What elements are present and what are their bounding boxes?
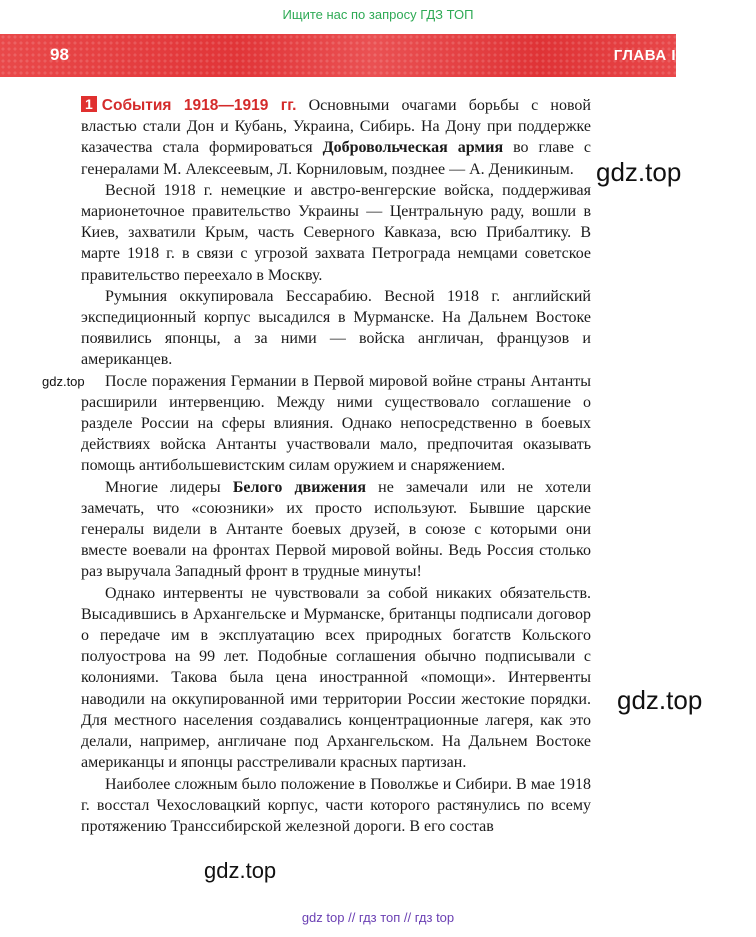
header-band bbox=[0, 34, 676, 77]
watermark: gdz.top bbox=[596, 157, 682, 187]
paragraph-1-text-b: во главе с генералами М. Алексеевым, Л. Корниловым, позднее — А. Деникиным. bbox=[81, 139, 591, 178]
section-number-badge: 1 bbox=[81, 96, 97, 112]
paragraph-5-text-b: не замечали или не хотели замечать, что «союзники» их просто используют. Бывшие царские генералы видели в Антанте боевых друзей, в союзе с которыми они вместе воевали на фронтах Первой мировой войны. Ведь Россия столько раз выручала Западный фронт в трудные минуты! bbox=[81, 478, 592, 581]
term-white-movement: Белого движения bbox=[232, 478, 367, 496]
watermark: gdz.top bbox=[204, 858, 277, 883]
paragraph-2: Весной 1918 г. немецкие и австро-венгерские войска, поддерживая марионеточное правительство Украины — Центральную раду, вошли в Киев, захватили Крым, часть Северного Кавказа, всю Прибалтику. В марте 1918 г. в связи с угрозой захвата Петрограда немцами советское правительство переехало в Москву. bbox=[81, 181, 591, 284]
term-volunteer-army: Добровольческая армия bbox=[322, 139, 504, 157]
paragraph-4: После поражения Германии в Первой мировой войне страны Антанты расширили интервенцию. Между ними существовало соглашение о разделе России на сферы влияния. Однако непосредственно в боевых действиях войска Антанты участвовали мало, предпочитая оказывать помощь антибольшевистским силам оружием и снаряжением. bbox=[81, 372, 591, 475]
paragraph-6: Однако интервенты не чувствовали за собой никаких обязательств. Высадившись в Архангельске и Мурманске, британцы подписали договор о передаче им в эксплуатацию всех природных богатств Кольского полуострова на 99 лет. Подобные соглашения обычно подписывали с колониями. Такова была цена иностранной «помощи». Интервенты наводили на оккупированной ими территории России жестокие порядки. Для местного населения создавались концентрационные лагеря, как это делали, например, англичане под Архангельском. На Дальнем Востоке американцы и японцы расстреливали красных партизан. bbox=[81, 584, 591, 772]
footer-links[interactable]: gdz top // гдз топ // гдз top bbox=[301, 910, 455, 925]
chapter-label: ГЛАВА I bbox=[613, 47, 676, 64]
paragraph-7: Наиболее сложным было положение в Поволжье и Сибири. В мае 1918 г. восстал Чехословацкий корпус, части которого растянулись по всему протяжению Транссибирской железной дороги. В его состав bbox=[81, 775, 591, 835]
top-link[interactable]: Ищите нас по запросу ГДЗ ТОП bbox=[282, 7, 474, 22]
watermark: gdz.top bbox=[42, 374, 85, 389]
paragraph-5-text-a: Многие лидеры bbox=[105, 478, 233, 496]
section-title: События 1918—1919 гг. bbox=[101, 97, 297, 114]
watermark: gdz.top bbox=[617, 685, 703, 715]
page-number: 98 bbox=[50, 45, 69, 64]
paragraph-5 bbox=[81, 477, 591, 583]
paragraph-3: Румыния оккупировала Бессарабию. Весной 1918 г. английский экспедиционный корпус высадился в Мурманске. На Дальнем Востоке появились японцы, а за ними — войска англичан, французов и американцев. bbox=[81, 287, 591, 369]
paragraph-1-text-a: Основными очагами борьбы с новой властью стали Дон и Кубань, Украина, Сибирь. На Дону при поддержке казачества стала формироваться bbox=[81, 97, 591, 157]
paragraph-1 bbox=[81, 95, 591, 180]
body-text bbox=[81, 95, 591, 837]
